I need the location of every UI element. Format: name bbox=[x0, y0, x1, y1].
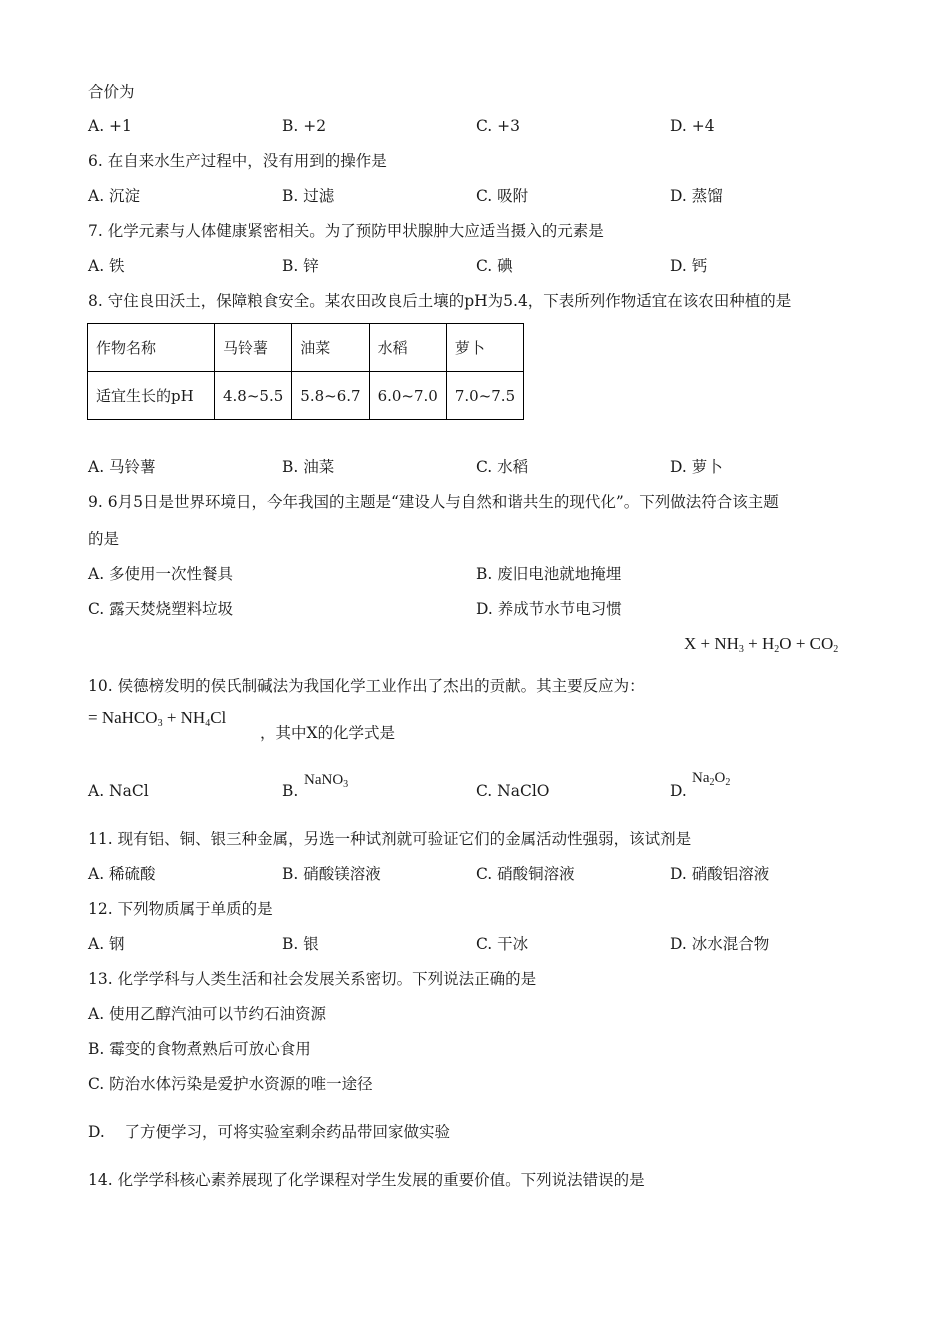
table-row bbox=[88, 372, 524, 420]
q6-option-d: D. 蒸馏 bbox=[670, 187, 723, 205]
table-cell: 水稻 bbox=[369, 324, 446, 372]
q9-option-c: C. 露天焚烧塑料垃圾 bbox=[88, 600, 234, 618]
table-cell: 7.0~7.5 bbox=[446, 372, 523, 420]
q7-option-b: B. 锌 bbox=[282, 257, 319, 275]
reaction-equation-right: = NaHCO$_3$ + $NH_4Cl$ bbox=[88, 708, 227, 729]
table-cell: 萝卜 bbox=[446, 324, 523, 372]
q10-option-b: B. bbox=[282, 782, 299, 800]
q6-option-c: C. 吸附 bbox=[476, 187, 529, 205]
q10-option-b-formula: NaNO$_3$ bbox=[304, 772, 349, 790]
q13-option-c: C. 防治水体污染是爱护水资源的唯一途径 bbox=[88, 1075, 373, 1093]
q11-option-b: B. 硝酸镁溶液 bbox=[282, 865, 381, 883]
q9-option-d: D. 养成节水节电习惯 bbox=[476, 600, 622, 618]
q6-option-a: A. 沉淀 bbox=[88, 187, 141, 205]
q14-stem: 14. 化学学科核心素养展现了化学课程对学生发展的重要价值。下列说法错误的是 bbox=[88, 1171, 645, 1189]
q12-option-b: B. 银 bbox=[282, 935, 319, 953]
table-cell: 5.8~6.7 bbox=[292, 372, 369, 420]
q10-stem-line2: ，其中X的化学式是 bbox=[260, 724, 396, 742]
q11-option-c: C. 硝酸铜溶液 bbox=[476, 865, 575, 883]
q12-option-a: A. 钢 bbox=[88, 935, 125, 953]
q8-option-b: B. 油菜 bbox=[282, 458, 335, 476]
q10-option-d: D. bbox=[670, 782, 687, 800]
q10-option-c: C. NaClO bbox=[476, 782, 550, 800]
q10-option-a: A. NaCl bbox=[88, 782, 149, 800]
q8-option-d: D. 萝卜 bbox=[670, 458, 723, 476]
q12-option-c: C. 干冰 bbox=[476, 935, 529, 953]
q5-option-a: A. +1 bbox=[88, 117, 132, 135]
q9-option-a: A. 多使用一次性餐具 bbox=[88, 565, 234, 583]
q8-option-a: A. 马铃薯 bbox=[88, 458, 156, 476]
q7-option-d: D. 钙 bbox=[670, 257, 708, 275]
table-row bbox=[88, 324, 524, 372]
q13-option-b: B. 霉变的食物煮熟后可放心食用 bbox=[88, 1040, 311, 1058]
q5-stem-continuation: 合价为 bbox=[88, 83, 135, 101]
q6-stem: 6. 在自来水生产过程中，没有用到的操作是 bbox=[88, 152, 387, 170]
q5-option-c: C. +3 bbox=[476, 117, 521, 135]
q8-stem: 8. 守住良田沃土，保障粮食安全。某农田改良后土壤的pH为5.4，下表所列作物适宜在该农田种植的是 bbox=[88, 292, 792, 310]
q13-option-a: A. 使用乙醇汽油可以节约石油资源 bbox=[88, 1005, 327, 1023]
q5-option-d: D. +4 bbox=[670, 117, 715, 135]
q7-stem: 7. 化学元素与人体健康紧密相关。为了预防甲状腺肿大应适当摄入的元素是 bbox=[88, 222, 604, 240]
table-cell: 适宜生长的pH bbox=[88, 372, 215, 420]
table-cell: 马铃薯 bbox=[215, 324, 292, 372]
ph-table bbox=[87, 323, 524, 420]
table-cell: 作物名称 bbox=[88, 324, 215, 372]
q11-stem: 11. 现有铝、铜、银三种金属，另选一种试剂就可验证它们的金属活动性强弱，该试剂是 bbox=[88, 830, 692, 848]
reaction-equation-left: $X + NH_3 + H_2O + CO_2$ bbox=[684, 634, 839, 655]
q12-stem: 12. 下列物质属于单质的是 bbox=[88, 900, 273, 918]
q13-stem: 13. 化学学科与人类生活和社会发展关系密切。下列说法正确的是 bbox=[88, 970, 537, 988]
q8-option-c: C. 水稻 bbox=[476, 458, 529, 476]
q9-option-b: B. 废旧电池就地掩埋 bbox=[476, 565, 622, 583]
q11-option-d: D. 硝酸铝溶液 bbox=[670, 865, 770, 883]
table-cell: 油菜 bbox=[292, 324, 369, 372]
q9-stem-line1: 9. 6月5日是世界环境日，今年我国的主题是“建设人与自然和谐共生的现代化”。下列做法符合该主题 bbox=[88, 493, 779, 511]
q13-option-d: D. 了方便学习，可将实验室剩余药品带回家做实验 bbox=[88, 1123, 451, 1141]
q11-option-a: A. 稀硫酸 bbox=[88, 865, 156, 883]
q12-option-d: D. 冰水混合物 bbox=[670, 935, 770, 953]
q9-stem-line2: 的是 bbox=[88, 530, 120, 548]
q7-option-a: A. 铁 bbox=[88, 257, 125, 275]
q7-option-c: C. 碘 bbox=[476, 257, 513, 275]
q5-option-b: B. +2 bbox=[282, 117, 327, 135]
table-cell: 4.8~5.5 bbox=[215, 372, 292, 420]
q10-option-d-formula: $Na_2O_2$ bbox=[692, 770, 731, 788]
q10-stem-line1: 10. 侯德榜发明的侯氏制碱法为我国化学工业作出了杰出的贡献。其主要反应为： bbox=[88, 677, 645, 695]
q6-option-b: B. 过滤 bbox=[282, 187, 335, 205]
table-cell: 6.0~7.0 bbox=[369, 372, 446, 420]
